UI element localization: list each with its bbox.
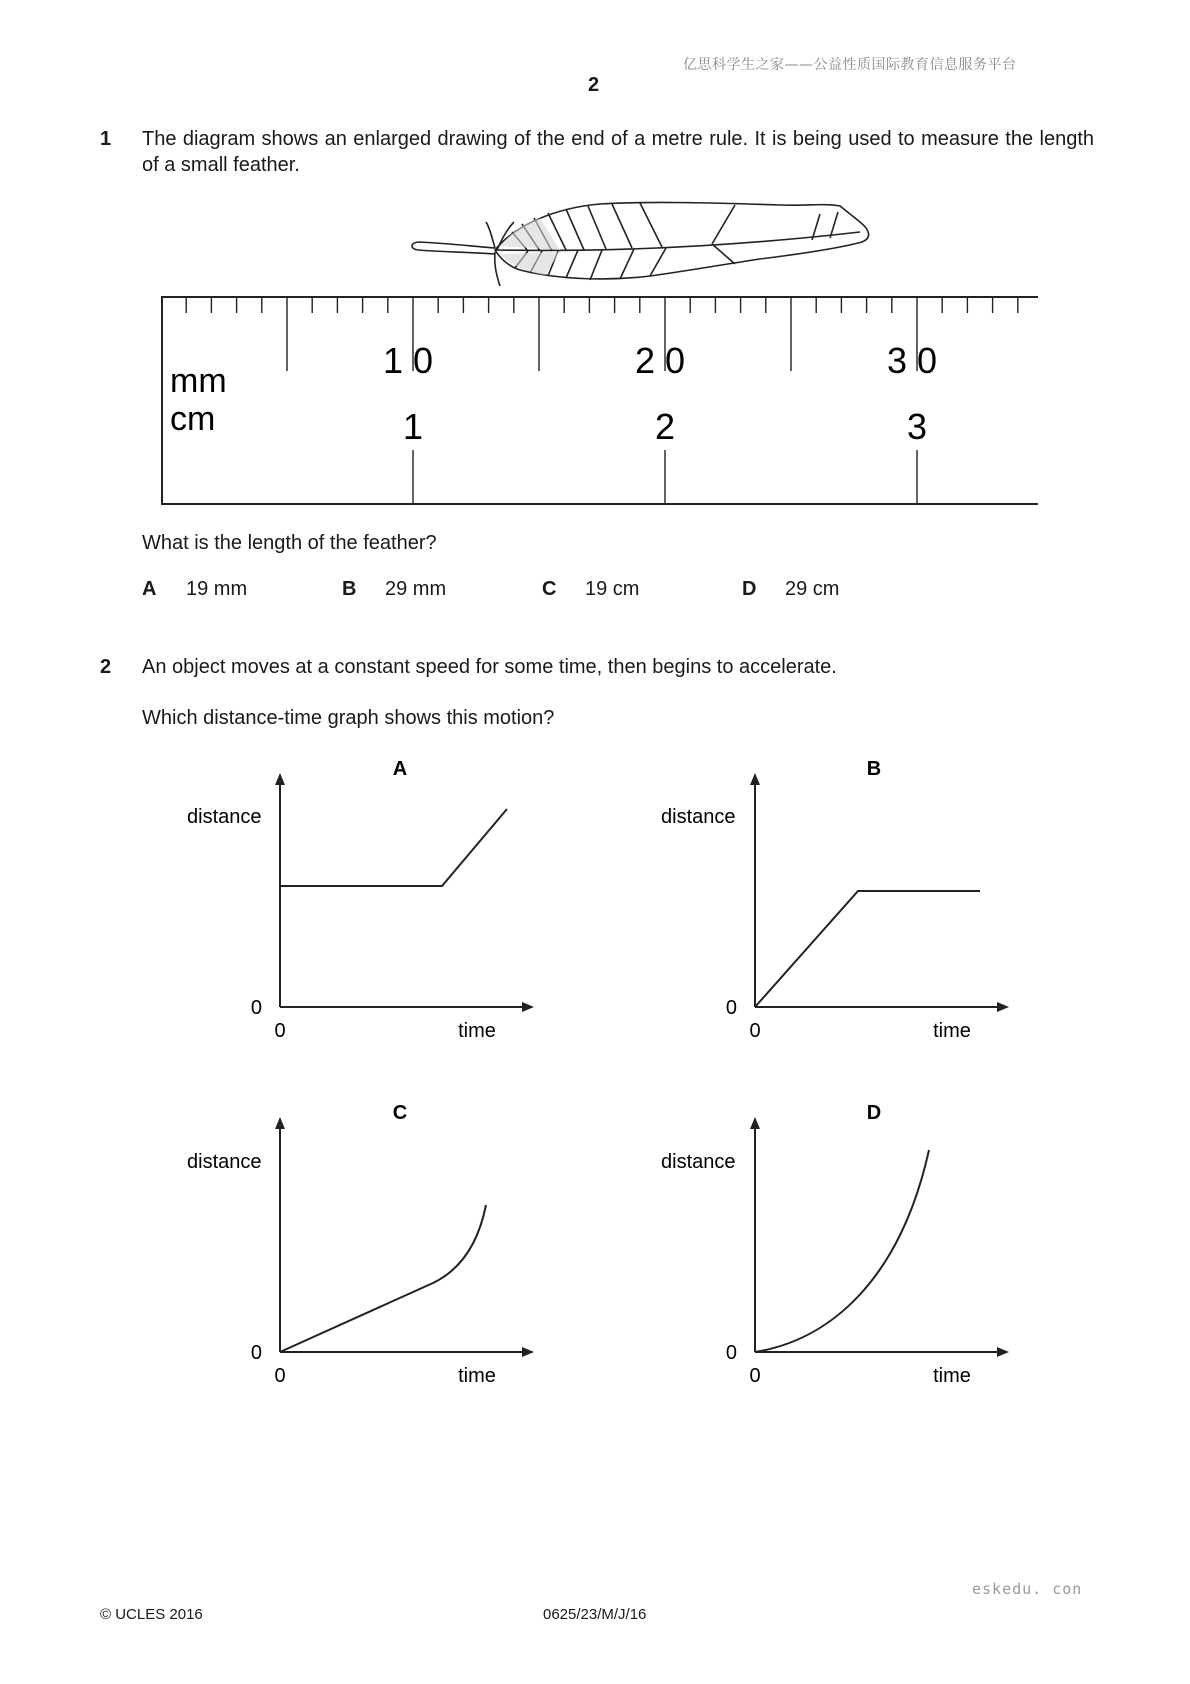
metre-rule <box>162 297 1038 504</box>
graph-c[interactable] <box>187 1102 532 1387</box>
question-1-prompt: What is the length of the feather? <box>142 532 437 554</box>
option-b-letter: B <box>342 578 357 600</box>
question-2-text: An object moves at a constant speed for some time, then begins to accelerate. <box>142 656 837 678</box>
graph-c-ylabel: distance <box>187 1151 262 1173</box>
graph-d-label: D <box>866 1102 882 1124</box>
ruler-mm-label-20: 20 <box>634 340 696 381</box>
ruler-ticks <box>186 297 1018 504</box>
graph-c-label: C <box>392 1102 408 1124</box>
option-a-value[interactable]: 19 mm <box>186 578 248 600</box>
graph-d-origin-y: 0 <box>725 1342 737 1364</box>
watermark-text: 亿思科学生之家——公益性质国际教育信息服务平台 <box>683 57 1017 73</box>
graph-c-line <box>280 1205 486 1352</box>
question-2-prompt: Which distance-time graph shows this motion? <box>142 707 555 729</box>
question-1-text: The diagram shows an enlarged drawing of the end of a metre rule. It is being used to measure the length of a small feather. <box>142 128 1094 176</box>
graph-b-xlabel: time <box>933 1020 971 1042</box>
graph-d-line <box>755 1150 929 1352</box>
option-c-letter: C <box>542 578 557 600</box>
graph-b-origin-x: 0 <box>749 1020 761 1042</box>
graph-a-origin-y: 0 <box>250 997 262 1019</box>
graph-a[interactable] <box>187 758 532 1042</box>
ruler-cm-label-2: 2 <box>654 406 676 447</box>
graph-d[interactable] <box>661 1102 1007 1387</box>
footer-copyright: © UCLES 2016 <box>100 1606 203 1623</box>
graph-c-xlabel: time <box>458 1365 496 1387</box>
graph-c-origin-x: 0 <box>274 1365 286 1387</box>
graph-c-origin-y: 0 <box>250 1342 262 1364</box>
option-a-letter: A <box>142 578 157 600</box>
graph-b[interactable] <box>661 758 1007 1042</box>
graphs-area <box>0 740 1190 1420</box>
ruler-unit-cm: cm <box>170 400 216 438</box>
graph-a-xlabel: time <box>458 1020 496 1042</box>
page-number: 2 <box>588 74 600 96</box>
ruler-cm-label-1: 1 <box>402 406 424 447</box>
graph-d-ylabel: distance <box>661 1151 736 1173</box>
graph-a-ylabel: distance <box>187 806 262 828</box>
graph-d-xlabel: time <box>933 1365 971 1387</box>
feather-drawing <box>412 202 869 286</box>
option-c-value[interactable]: 19 cm <box>585 578 640 600</box>
question-1-number: 1 <box>100 128 112 150</box>
graph-a-origin-x: 0 <box>274 1020 286 1042</box>
ruler-diagram <box>0 0 1190 520</box>
graph-b-line <box>755 891 980 1007</box>
ruler-unit-mm: mm <box>170 362 227 400</box>
ruler-mm-label-30: 30 <box>886 340 948 381</box>
graph-a-line <box>280 809 507 886</box>
footer-code: 0625/23/M/J/16 <box>543 1606 647 1623</box>
graph-b-ylabel: distance <box>661 806 736 828</box>
site-watermark: eskedu. con <box>972 1580 1083 1598</box>
graph-b-label: B <box>866 758 882 780</box>
option-b-value[interactable]: 29 mm <box>385 578 447 600</box>
graph-a-label: A <box>392 758 408 780</box>
ruler-cm-label-3: 3 <box>906 406 928 447</box>
graph-b-origin-y: 0 <box>725 997 737 1019</box>
question-2-number: 2 <box>100 656 112 678</box>
option-d-letter: D <box>742 578 757 600</box>
option-d-value[interactable]: 29 cm <box>785 578 840 600</box>
ruler-mm-label-10: 10 <box>382 340 444 381</box>
graph-d-origin-x: 0 <box>749 1365 761 1387</box>
